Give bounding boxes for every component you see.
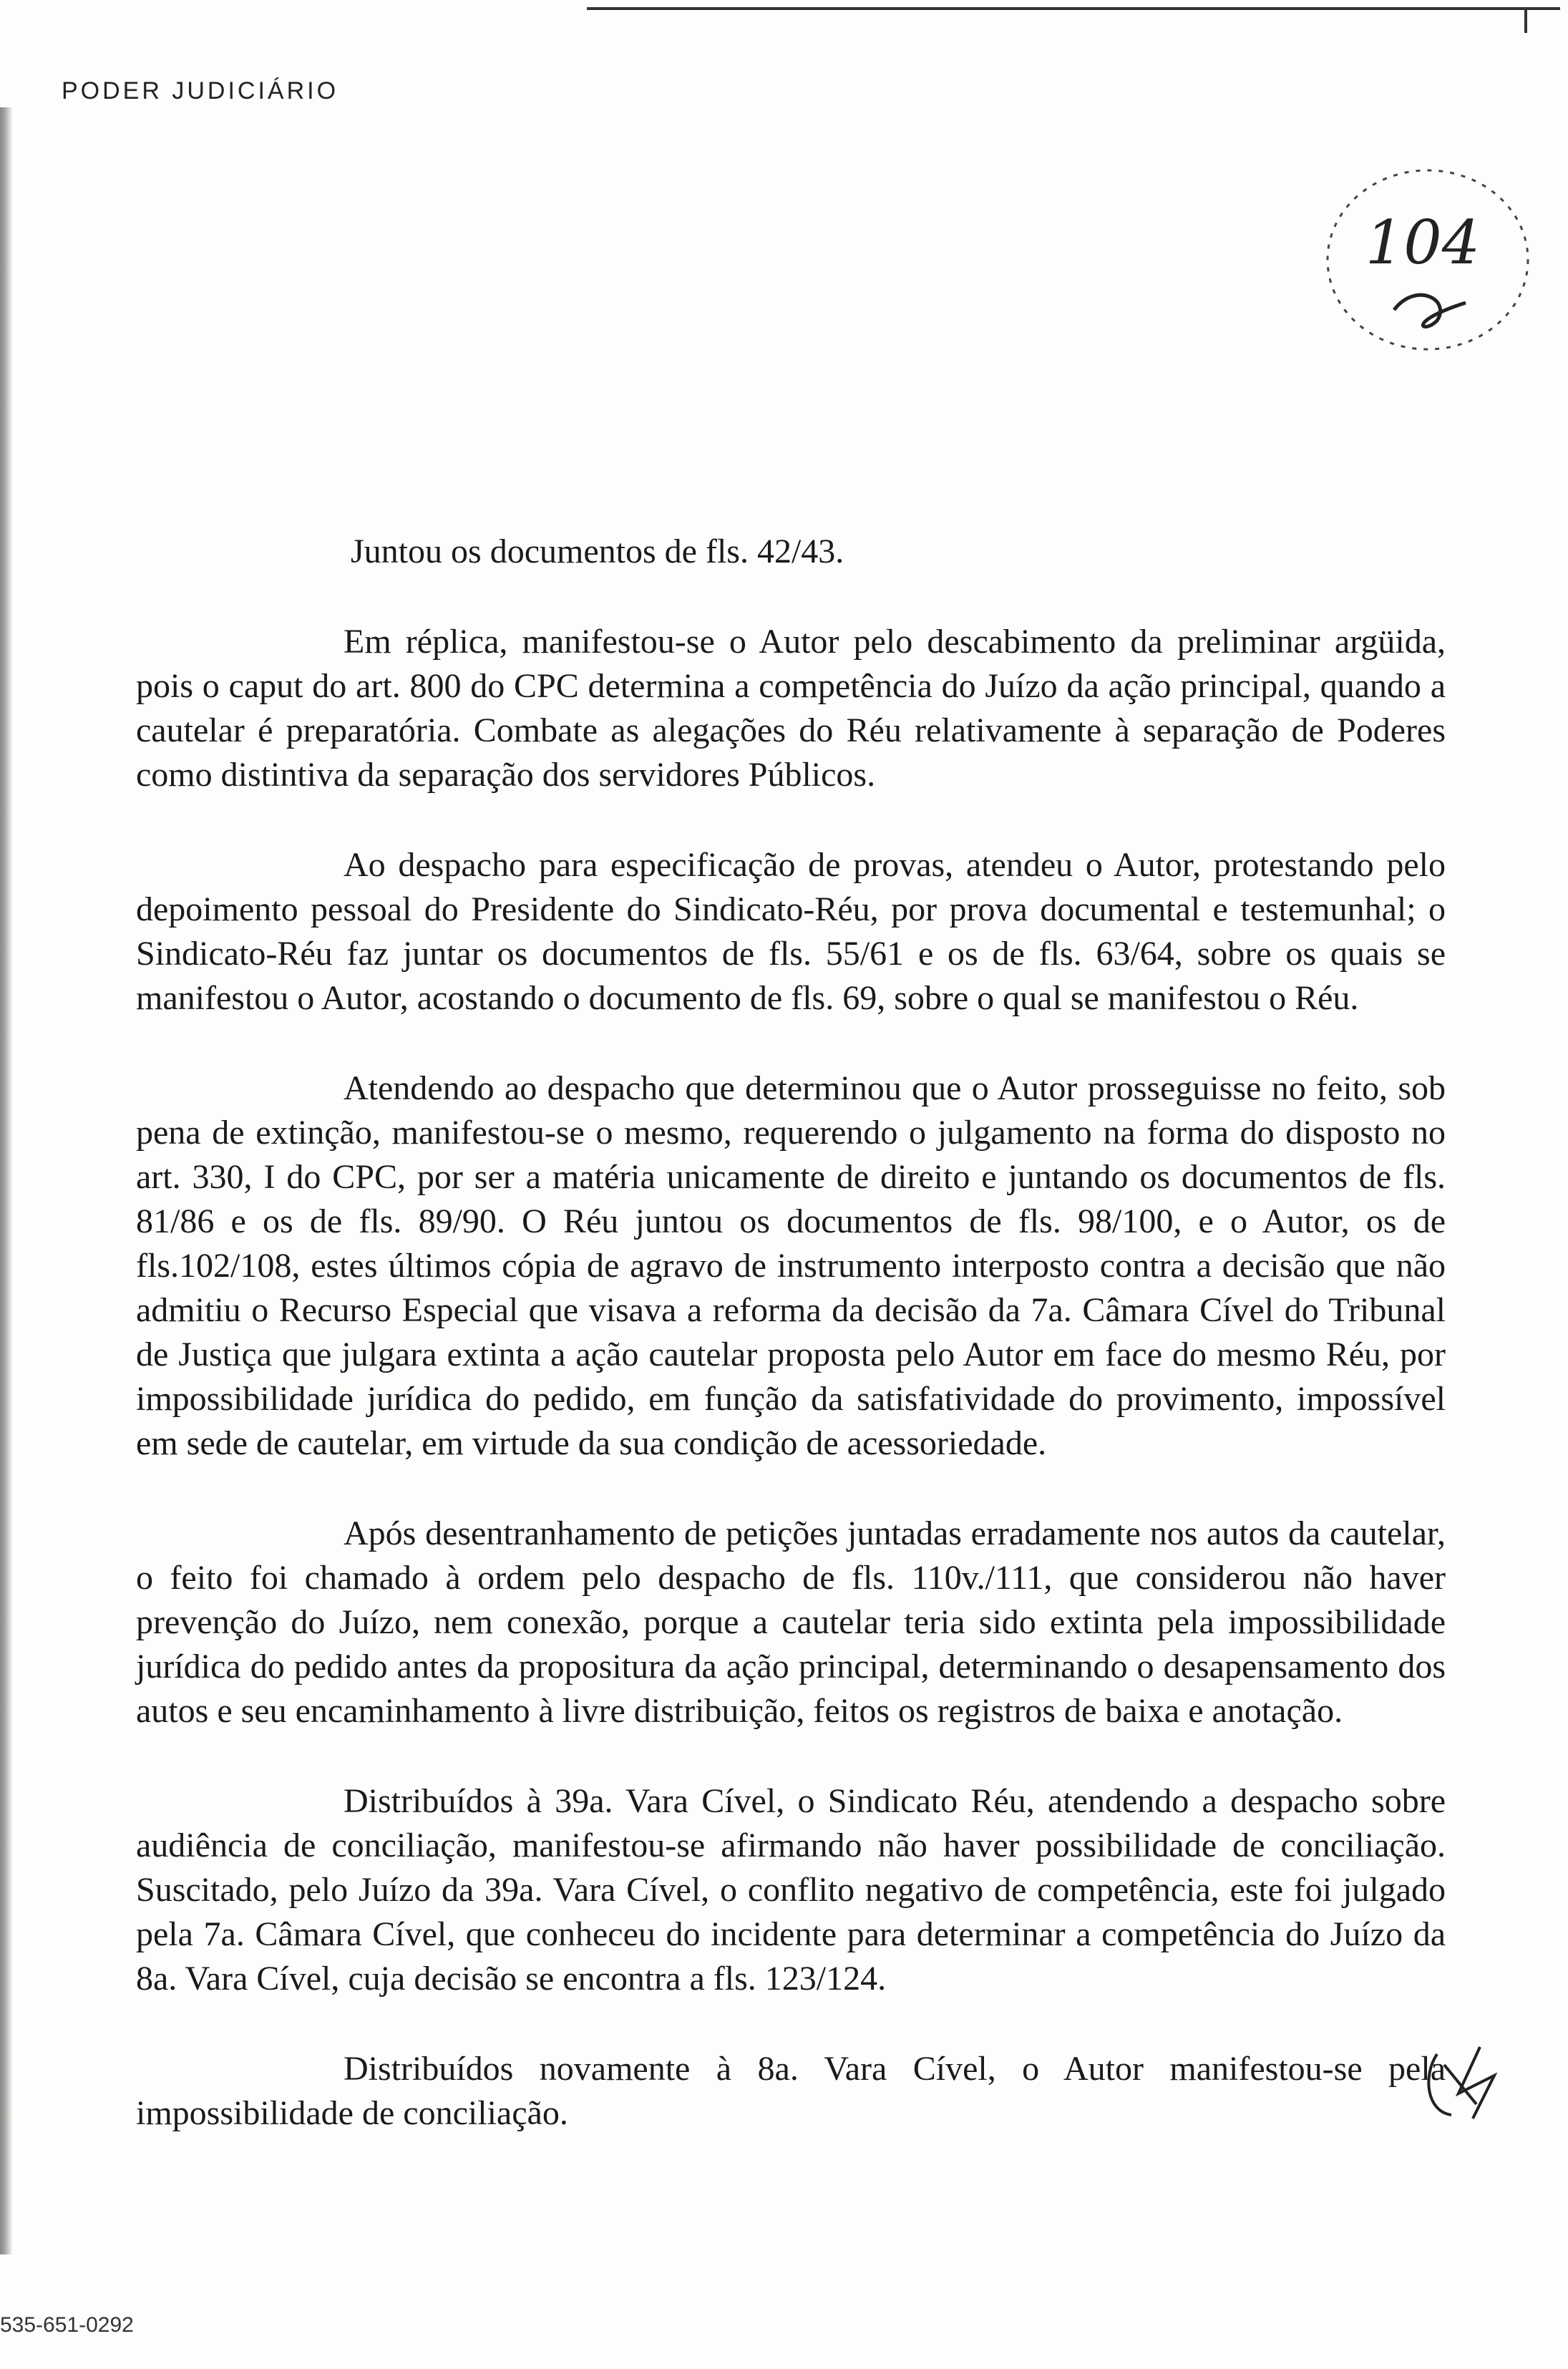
paragraph: Após desentranhamento de petições juntadas erradamente nos autos da cautelar, o feito foi chamado à ordem pelo despacho de fls. 110v./111, que considerou não haver prevenção do Juízo, nem conexão, porque a cautelar teria sido extinta pela impossibilidade jurídica do pedido antes da propositura da ação principal, determinando o desapensamento dos autos e seu encaminhamento à livre distribuição, feitos os registros de baixa e anotação. — [136, 1514, 1446, 1730]
paragraph: Ao despacho para especificação de provas, atendeu o Autor, protestando pelo depoimento pessoal do Presidente do Sindicato-Réu, por prova documental e testemunhal; o Sindicato-Réu faz juntar os documentos de fls. 55/61 e os de fls. 63/64, sobre os quais se manifestou o Autor, acostando o documento de fls. 69, sobre o qual se manifestou o Réu. — [136, 846, 1446, 1017]
form-code: 535-651-0292 — [0, 2313, 134, 2337]
stamp-page-number: 104 — [1365, 208, 1481, 278]
scan-edge-shadow — [0, 107, 13, 2254]
paragraph: Distribuídos novamente à 8a. Vara Cível, o Autor manifestou-se pela impossibilidade de conciliação. — [136, 2050, 1446, 2132]
scan-top-line-corner — [1524, 7, 1527, 33]
paragraph: Atendendo ao despacho que determinou que o Autor prosseguisse no feito, sob pena de extinção, manifestou-se o mesmo, requerendo o julgamento na forma do disposto no art. 330, I do CPC, por ser a matéria unicamente de direito e juntando os documentos de fls. 81/86 e os de fls. 89/90. O Réu juntou os documentos de fls. 98/100, e o Autor, os de fls.102/108, estes últimos cópia de agravo de instrumento interposto contra a decisão que não admitiu o Recurso Especial que visava a reforma da decisão da 7a. Câmara Cível do Tribunal de Justiça que julgara extinta a ação cautelar proposta pelo Autor em face do mesmo Réu, por impossibilidade jurídica do pedido, em função da satisfatividade do provimento, impossível em sede de cautelar, em virtude da sua condição de acessoriedade. — [136, 1069, 1446, 1462]
page-number-stamp — [1315, 156, 1540, 364]
scan-top-line — [587, 7, 1560, 10]
stamp-rubric — [1394, 295, 1466, 326]
paragraph: Distribuídos à 39a. Vara Cível, o Sindicato Réu, atendendo a despacho sobre audiência de conciliação, manifestou-se afirmando não haver possibilidade de conciliação. Suscitado, pelo Juízo da 39a. Vara Cível, o conflito negativo de competência, este foi julgado pela 7a. Câmara Cível, que conheceu do incidente para determinar a competência do Juízo da 8a. Vara Cível, cuja decisão se encontra a fls. 123/124. — [136, 1782, 1446, 1998]
paragraph: Em réplica, manifestou-se o Autor pelo descabimento da preliminar argüida, pois o caput do art. 800 do CPC determina a competência do Juízo da ação principal, quando a cautelar é preparatória. Combate as alegações do Réu relativamente à separação de Poderes como distintiva da separação dos servidores Públicos. — [136, 623, 1446, 794]
document-body — [136, 530, 1446, 2181]
paragraph: Juntou os documentos de fls. 42/43. — [351, 532, 844, 570]
initials-signature — [1408, 2033, 1509, 2133]
court-header: PODER JUDICIÁRIO — [62, 77, 339, 104]
